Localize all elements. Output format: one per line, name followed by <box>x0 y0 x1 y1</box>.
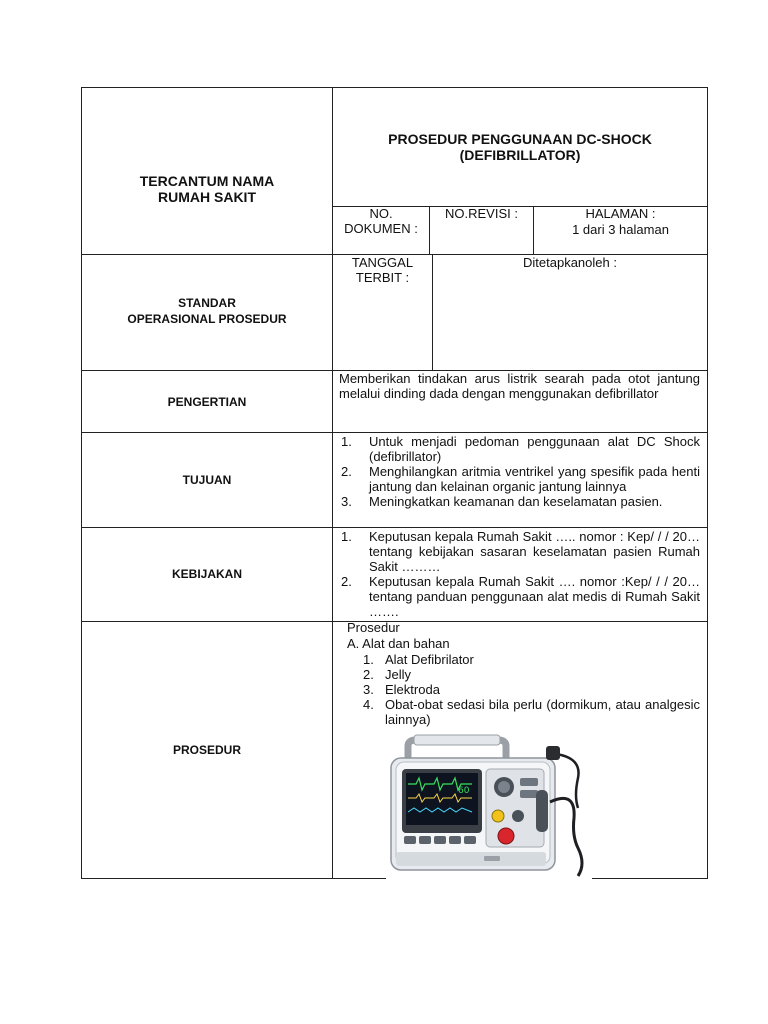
list-text: Alat Defibrilator <box>385 652 474 667</box>
prosedur-heading: Prosedur <box>347 620 400 635</box>
defibrillator-image <box>386 732 592 880</box>
tujuan-label: TUJUAN <box>182 473 232 487</box>
list-number: 1. <box>341 434 352 449</box>
list-item <box>363 682 700 697</box>
alat-bahan-list <box>363 652 700 727</box>
list-text: Meningkatkan keamanan dan keselamatan pasien. <box>369 494 663 509</box>
no-dokumen-line2: DOKUMEN : <box>344 221 418 236</box>
kebijakan-list <box>341 529 700 619</box>
tanggal-line2: TERBIT : <box>355 270 410 285</box>
list-number: 4. <box>363 697 374 712</box>
list-text: Keputusan kepala Rumah Sakit …. nomor :Kep/ / / 20… tentang panduan penggunaan alat medis di Rumah Sakit ……. <box>369 574 700 619</box>
list-number: 1. <box>341 529 352 544</box>
tujuan-row-divider <box>81 527 708 528</box>
tanggal-line1: TANGGAL <box>351 255 414 270</box>
no-revisi-label: NO.REVISI : <box>445 206 518 221</box>
list-item <box>363 652 700 667</box>
list-item <box>363 667 700 682</box>
ditetapkan-oleh-label: Ditetapkanoleh : <box>523 255 617 270</box>
pengertian-row-divider <box>81 432 708 433</box>
list-text: Obat-obat sedasi bila perlu (dormikum, atau analgesic lainnya) <box>385 697 700 727</box>
list-text: Untuk menjadi pedoman penggunaan alat DC Shock (defibrillator) <box>369 434 700 464</box>
halaman-value: 1 dari 3 halaman <box>572 222 669 237</box>
list-text: Keputusan kepala Rumah Sakit ….. nomor : Kep/ / / 20… tentang kebijakan sasaran keselamatan pasien Rumah Sakit ……… <box>369 529 700 574</box>
document-title <box>333 131 707 163</box>
list-item <box>341 464 700 494</box>
tanggal-divider <box>432 254 433 370</box>
hospital-name-line1: TERCANTUM NAMA <box>139 173 275 189</box>
no-dokumen-line1: NO. <box>369 206 393 221</box>
table-border-top <box>81 87 708 88</box>
list-number: 2. <box>341 574 352 589</box>
document-title-line1: PROSEDUR PENGGUNAAN DC-SHOCK <box>388 131 652 147</box>
list-number: 2. <box>363 667 374 682</box>
hospital-name-line2: RUMAH SAKIT <box>158 189 256 205</box>
list-item <box>341 494 700 509</box>
sop-label <box>82 296 332 327</box>
list-number: 3. <box>341 494 352 509</box>
pengertian-text: Memberikan tindakan arus listrik searah pada otot jantung melalui dinding dada dengan menggunakan defibrillator <box>339 371 700 401</box>
device-screen-value: 60 <box>458 786 470 796</box>
list-number: 1. <box>363 652 374 667</box>
no-dokumen-label <box>333 206 429 236</box>
pengertian-label: PENGERTIAN <box>167 395 247 409</box>
list-text: Elektroda <box>385 682 440 697</box>
list-number: 3. <box>363 682 374 697</box>
list-item <box>363 697 700 727</box>
list-item <box>341 574 700 619</box>
defibrillator-icon <box>386 732 592 880</box>
sop-label-line1: STANDAR <box>178 296 236 310</box>
hospital-name <box>82 173 332 205</box>
kebijakan-label: KEBIJAKAN <box>171 567 242 581</box>
list-item <box>341 434 700 464</box>
list-item <box>341 529 700 574</box>
sop-label-line2: OPERASIONAL PROSEDUR <box>127 312 287 326</box>
list-text: Menghilangkan aritmia ventrikel yang spesifik pada henti jantung dan kelainan organic jantung lainnya <box>369 464 700 494</box>
tujuan-list <box>341 434 700 509</box>
list-text: Jelly <box>385 667 412 682</box>
prosedur-label: PROSEDUR <box>172 743 241 757</box>
halaman-title: HALAMAN : <box>585 206 656 221</box>
alat-bahan-heading: A. Alat dan bahan <box>347 636 450 651</box>
tanggal-terbit-label <box>333 255 432 285</box>
document-title-line2: (DEFIBRILLATOR) <box>459 147 581 163</box>
list-number: 2. <box>341 464 352 479</box>
halaman-label <box>534 206 707 237</box>
